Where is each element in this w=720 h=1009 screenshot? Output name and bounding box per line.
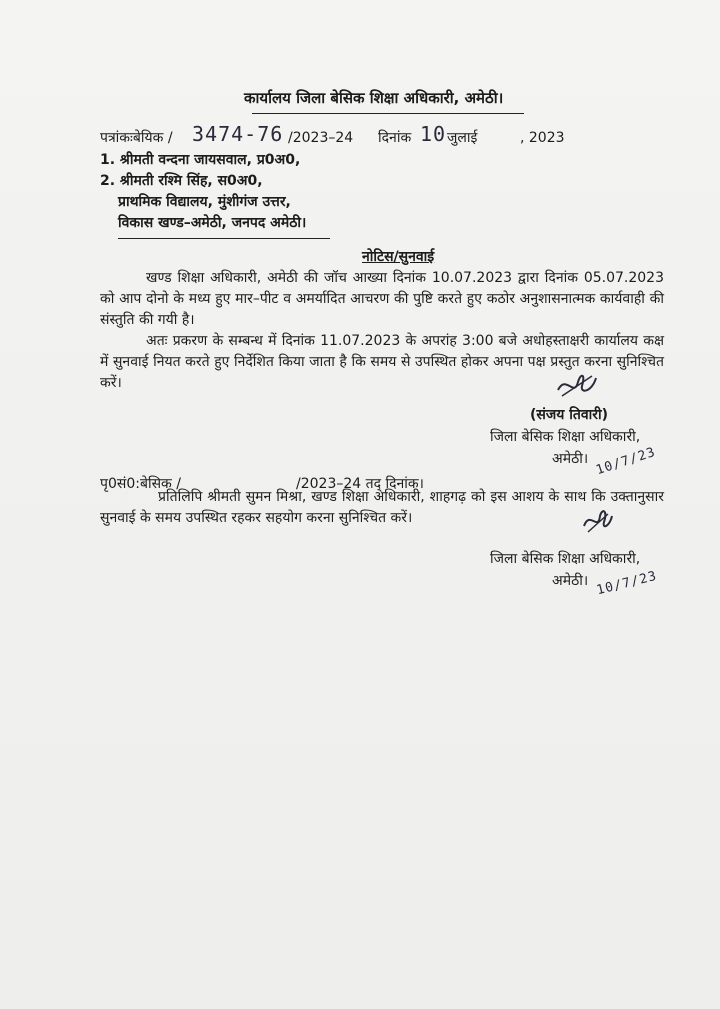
ref-prefix: पत्रांकःबेयिक / — [100, 130, 173, 146]
signatory-designation-2: जिला बेसिक शिक्षा अधिकारी, — [490, 551, 641, 567]
office-title: कार्यालय जिला बेसिक शिक्षा अधिकारी, अमेठी। — [244, 89, 504, 107]
ref-day-handwritten: 10 — [420, 122, 447, 146]
notice-paragraph-1: खण्ड शिक्षा अधिकारी, अमेठी की जॉच आख्या दिनांक 10.07.2023 द्वारा दिनांक 05.07.2023 को आप दोनो के मध्य हुए मार–पीट व अमर्यादित आचरण की पुष्टि करते हुए कठोर अनुशासनात्मक कार्यवाही की संस्तुति की गयी है। — [100, 270, 664, 328]
title-underline — [252, 113, 524, 114]
copy-ref-prefix: पृ0सं0:बेसिक / — [100, 476, 181, 492]
signatory-place-2: अमेठी। — [552, 573, 589, 589]
ref-date-label: दिनांक — [378, 130, 412, 146]
ref-month: जुलाई — [447, 130, 478, 146]
signature-1-initial-date: 10/7/23 — [594, 444, 658, 479]
copy-paragraph: प्रतिलिपि श्रीमती सुमन मिश्रा, खण्ड शिक्षा अधिकारी, शाहगढ़ को इस आशय के साथ कि उक्तानुसार सुनवाई के समय उपस्थित रहकर सहयोग करना सुनिश्चित करें। — [100, 489, 664, 526]
recipient-2: 2. श्रीमती रश्मि सिंह, स0अ0, — [100, 173, 263, 189]
copy-ref-year: /2023–24 तद् दिनांक। — [296, 476, 424, 492]
signatory-name: (संजय तिवारी) — [530, 407, 609, 423]
recipient-block: विकास खण्ड–अमेठी, जनपद अमेठी। — [118, 215, 307, 231]
recipient-school: प्राथमिक विद्यालय, मुंशीगंज उत्तर, — [118, 194, 291, 210]
notice-title: नोटिस/सुनवाई — [362, 249, 435, 265]
signature-2-initial-date: 10/7/23 — [595, 568, 659, 599]
ref-year: /2023–24 — [288, 130, 354, 146]
ref-number-handwritten: 3474-76 — [192, 122, 284, 146]
notice-paragraph-2: अतः प्रकरण के सम्बन्ध में दिनांक 11.07.2023 के अपरांह 3:00 बजे अधोहस्ताक्षरी कार्यालय कक्ष में सुनवाई नियत करते हुए निर्देशित किया जाता है कि समय से उपस्थित होकर अपना पक्ष प्रस्तुत करना सुनिश्चित करें। — [100, 333, 664, 391]
signature-2-scribble — [580, 504, 614, 538]
recipient-1: 1. श्रीमती वन्दना जायसवाल, प्र0अ0, — [100, 152, 301, 168]
signature-1-scribble — [552, 368, 600, 402]
signatory-place-1: अमेठी। — [552, 451, 589, 467]
signatory-designation-1: जिला बेसिक शिक्षा अधिकारी, — [490, 429, 641, 445]
ref-year-end: , 2023 — [520, 130, 565, 146]
recipients-underline — [118, 238, 330, 239]
